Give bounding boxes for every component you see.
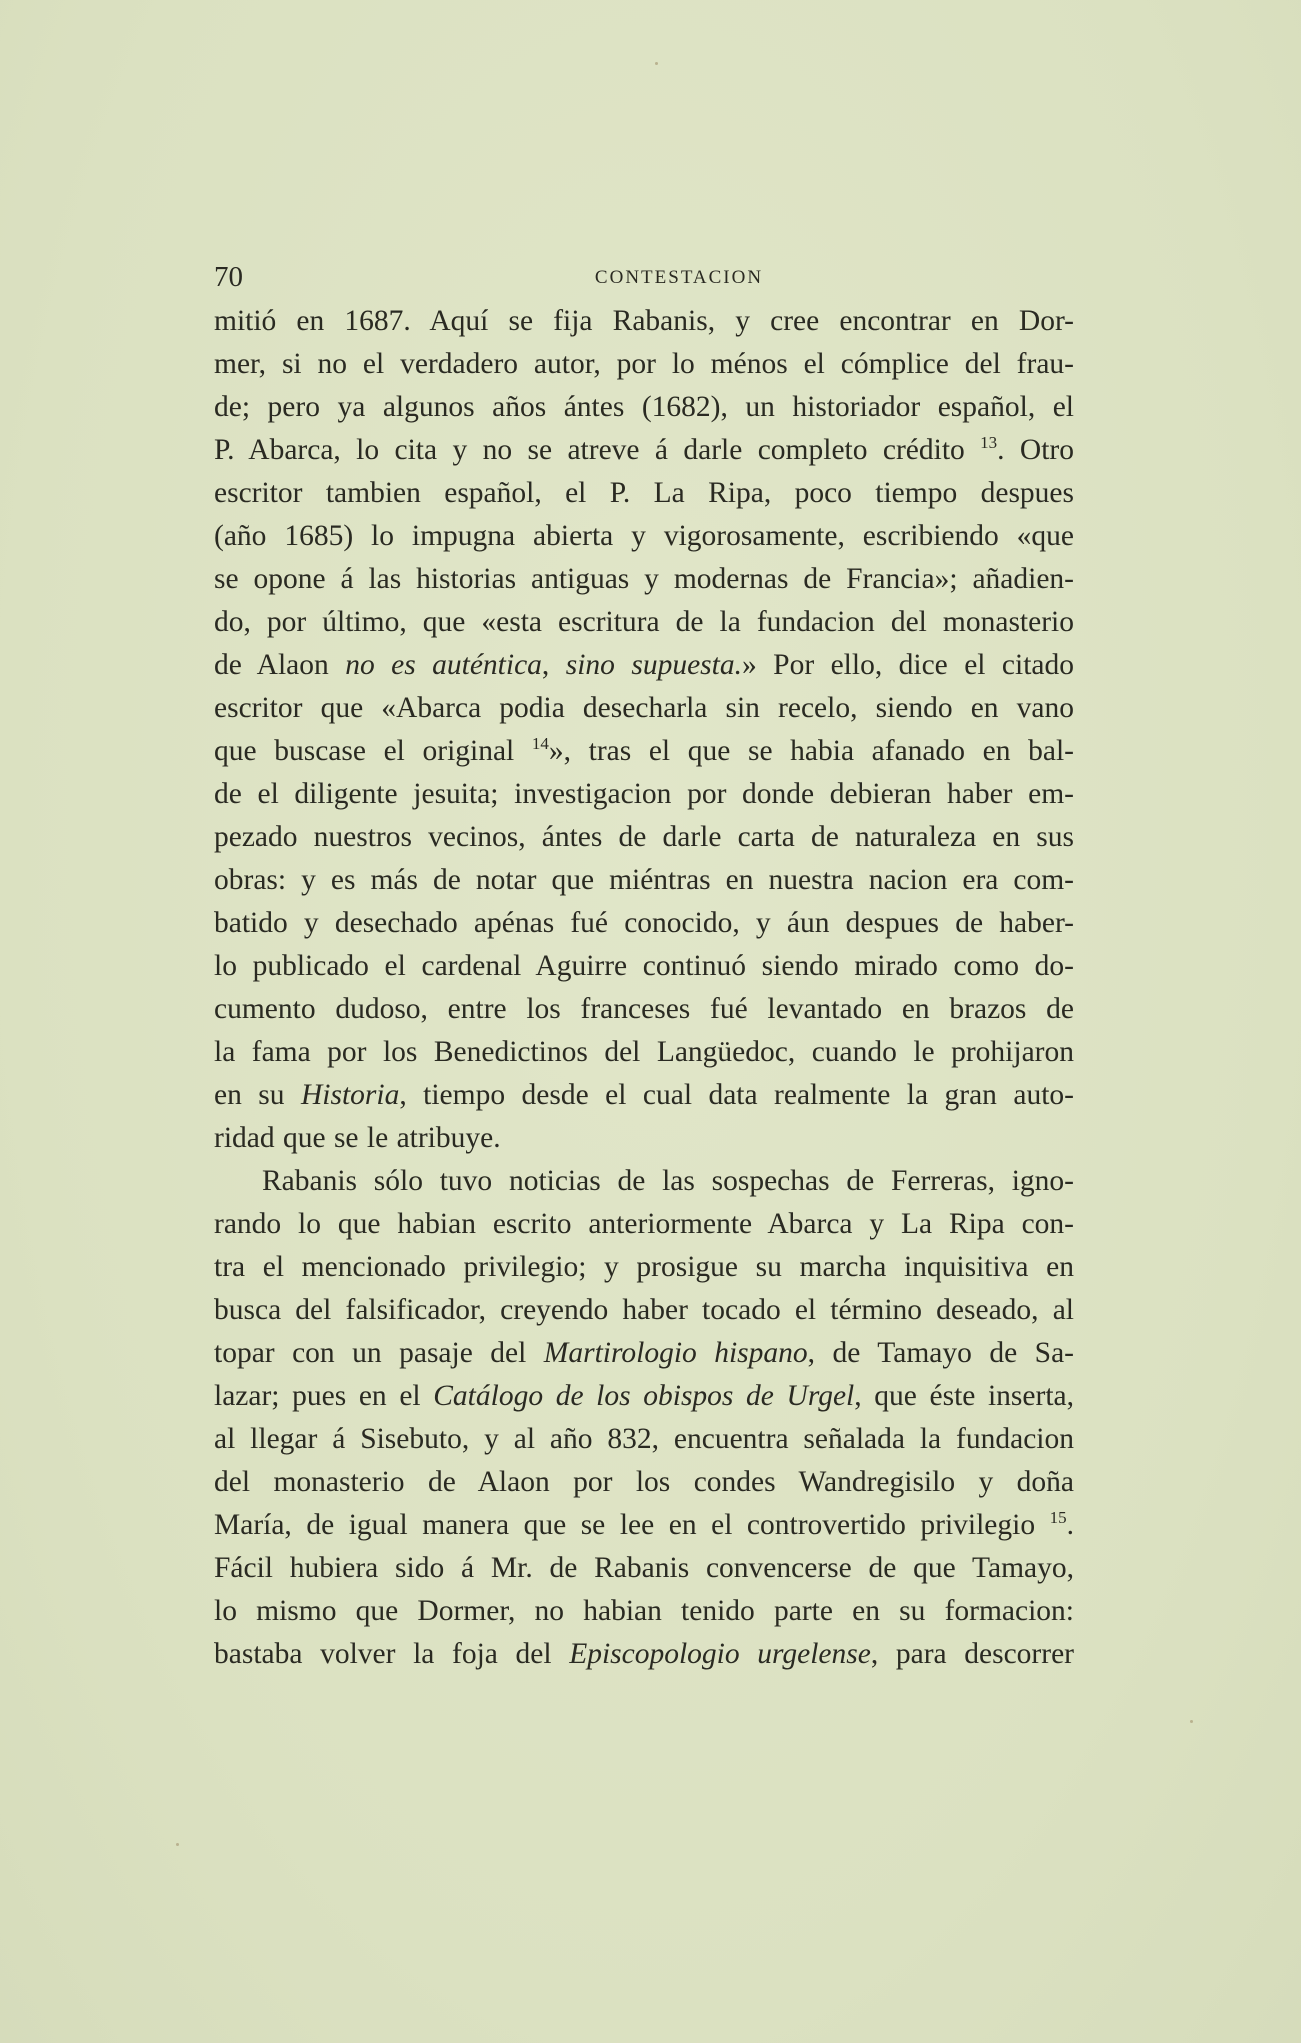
paper-speck [176,1843,179,1846]
text-line: P. Abarca, lo cita y no se atreve á darle completo crédito $^{13}$. Otro [214,433,1075,466]
running-title: CONTESTACION [594,267,764,288]
text-line: bastaba volver la foja del Episcopologio urgelense, para descorrer [214,1638,1074,1670]
italic-phrase: Episcopologio urgelense [569,1638,871,1670]
footnote-ref: 13 [980,433,998,452]
italic-phrase: Catálogo de los obispos de Urgel [433,1380,855,1412]
text-line: escritor que «Abarca podia desecharla sin recelo, siendo en vano [214,692,1074,724]
text-line: rando lo que habian escrito anteriormente Abarca y La Ripa con- [214,1208,1074,1240]
footnote-ref: 14 [531,734,549,753]
text-line: mer, si no el verdadero autor, por lo ménos el cómplice del frau- [214,348,1074,380]
running-head [214,262,1074,292]
italic-phrase: sino supuesta. [565,649,742,681]
paper-speck [1190,1720,1193,1723]
text-line: de Alaon no es auténtica, sino supuesta.» Por ello, dice el citado [214,649,1075,681]
text-line: la fama por los Benedictinos del Langüedoc, cuando le prohijaron [214,1036,1074,1068]
text-line: Fácil hubiera sido á Mr. de Rabanis convencerse de que Tamayo, [214,1552,1074,1584]
body-text [214,300,1074,1676]
paper-speck [655,62,658,65]
text-line: en su Historia, tiempo desde el cual data realmente la gran auto- [214,1079,1074,1111]
text-line: María, de igual manera que se lee en el controvertido privilegio $^{15}$. [214,1508,1074,1541]
italic-phrase: Historia [300,1079,400,1111]
page-number: 70 [214,261,243,293]
text-line: obras: y es más de notar que miéntras en nuestra nacion era com- [214,864,1074,896]
text-line: Rabanis sólo tuvo noticias de las sospechas de Ferreras, igno- [262,1165,1074,1197]
italic-phrase: Martirologio hispano [543,1337,808,1369]
text-line: (año 1685) lo impugna abierta y vigorosamente, escribiendo «que [214,520,1074,552]
text-line: de el diligente jesuita; investigacion por donde debieran haber em- [214,778,1074,810]
text-line: de; pero ya algunos años ántes (1682), un historiador español, el [214,391,1074,423]
text-line: batido y desechado apénas fué conocido, y áun despues de haber- [214,907,1074,939]
text-line: se opone á las historias antiguas y modernas de Francia»; añadien- [214,563,1074,595]
text-line: lo mismo que Dormer, no habian tenido parte en su formacion: [214,1595,1074,1627]
text-line: al llegar á Sisebuto, y al año 832, encuentra señalada la fundacion [214,1423,1074,1455]
italic-phrase: no es auténtica [345,649,542,681]
text-line: mitió en 1687. Aquí se fija Rabanis, y cree encontrar en Dor- [214,305,1074,337]
text-line: escritor tambien español, el P. La Ripa, poco tiempo despues [214,477,1074,509]
footnote-ref: 15 [1049,1508,1067,1527]
text-line: topar con un pasaje del Martirologio hispano, de Tamayo de Sa- [214,1337,1074,1369]
text-line: que buscase el original $^{14}$», tras el que se habia afanado en bal- [214,734,1074,767]
text-line: do, por último, que «esta escritura de la fundacion del monasterio [214,606,1074,638]
text-line: del monasterio de Alaon por los condes Wandregisilo y doña [214,1466,1074,1498]
text-line: tra el mencionado privilegio; y prosigue su marcha inquisitiva en [214,1251,1074,1283]
text-line: pezado nuestros vecinos, ántes de darle carta de naturaleza en sus [214,821,1074,853]
text-line: lazar; pues en el Catálogo de los obispos de Urgel, que éste inserta, [214,1380,1074,1412]
text-line: lo publicado el cardenal Aguirre continuó siendo mirado como do- [214,950,1074,982]
text-line: busca del falsificador, creyendo haber tocado el término deseado, al [214,1294,1074,1326]
text-line: cumento dudoso, entre los franceses fué levantado en brazos de [214,993,1074,1025]
text-line: ridad que se le atribuye. [214,1122,501,1154]
